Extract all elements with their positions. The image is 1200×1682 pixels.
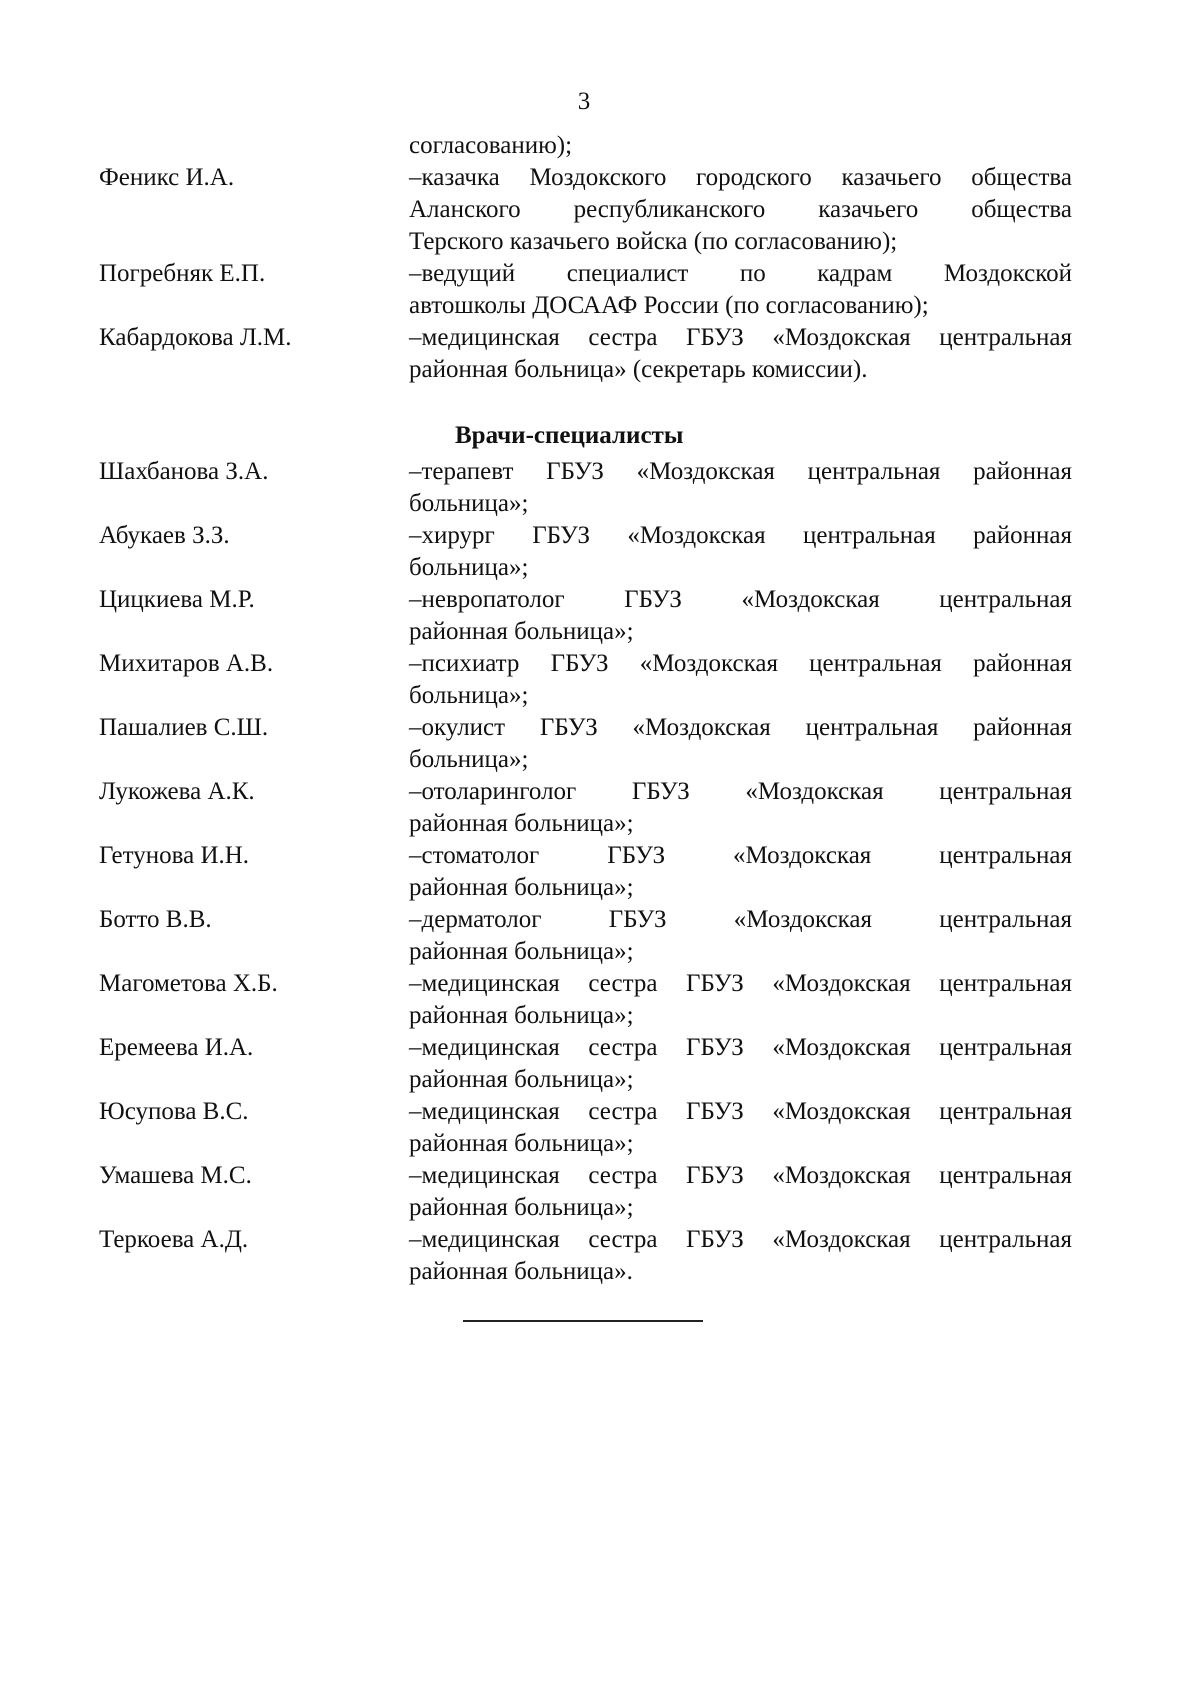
- description-line: –отоларинголог ГБУЗ «Моздокская центральная: [409, 778, 1072, 805]
- member-description: [409, 456, 1072, 520]
- member-name: Лукожева А.К.: [99, 778, 255, 805]
- member-description: [409, 776, 1072, 840]
- description-line: –медицинская сестра ГБУЗ «Моздокская центральная: [409, 970, 1072, 997]
- member-row: [0, 840, 1200, 904]
- member-description: [409, 1032, 1072, 1096]
- description-line: районная больница»;: [409, 810, 634, 837]
- description-line: –невропатолог ГБУЗ «Моздокская центральная: [409, 586, 1072, 613]
- description-line: Аланского республиканского казачьего общества: [409, 196, 1072, 223]
- description-line: –психиатр ГБУЗ «Моздокская центральная районная: [409, 650, 1072, 677]
- member-row: [0, 776, 1200, 840]
- member-name: Феникс И.А.: [99, 164, 235, 191]
- member-name: Магометова Х.Б.: [99, 970, 278, 997]
- member-description: [409, 712, 1072, 776]
- end-rule: [463, 1320, 703, 1322]
- description-line: районная больница»;: [409, 1002, 634, 1029]
- member-name: Шахбанова З.А.: [99, 458, 269, 485]
- member-name: Пашалиев С.Ш.: [99, 714, 269, 741]
- member-row: [0, 712, 1200, 776]
- description-line: районная больница»;: [409, 938, 634, 965]
- description-line: согласованию);: [409, 132, 573, 159]
- description-line: районная больница»;: [409, 1194, 634, 1221]
- description-line: больница»;: [409, 490, 529, 517]
- member-row: [0, 322, 1200, 386]
- member-row: [0, 1096, 1200, 1160]
- member-name: Ботто В.В.: [99, 906, 212, 933]
- description-line: районная больница»;: [409, 1066, 634, 1093]
- member-name: Абукаев З.З.: [99, 522, 230, 549]
- member-row: [0, 1032, 1200, 1096]
- continuation-row: [0, 130, 1200, 162]
- description-line: автошколы ДОСААФ России (по согласованию);: [409, 292, 929, 319]
- description-line: –медицинская сестра ГБУЗ «Моздокская центральная: [409, 1034, 1072, 1061]
- member-description: [409, 904, 1072, 968]
- member-row: [0, 520, 1200, 584]
- description-line: –дерматолог ГБУЗ «Моздокская центральная: [409, 906, 1072, 933]
- description-line: –стоматолог ГБУЗ «Моздокская центральная: [409, 842, 1072, 869]
- description-line: районная больница».: [409, 1258, 633, 1285]
- member-row: [0, 968, 1200, 1032]
- members-list-top: [0, 130, 1200, 386]
- member-description: [409, 1224, 1072, 1288]
- member-name: Михитаров А.В.: [99, 650, 274, 677]
- member-description: [409, 648, 1072, 712]
- description-line: –окулист ГБУЗ «Моздокская центральная районная: [409, 714, 1072, 741]
- member-name: Теркоева А.Д.: [99, 1226, 249, 1253]
- page-number-text: 3: [577, 88, 591, 115]
- member-description: [409, 968, 1072, 1032]
- description-line: районная больница»;: [409, 618, 634, 645]
- member-row: [0, 456, 1200, 520]
- member-description: [409, 130, 1072, 162]
- page-number: [0, 88, 1200, 116]
- description-line: больница»;: [409, 682, 529, 709]
- member-row: [0, 648, 1200, 712]
- member-description: [409, 840, 1072, 904]
- description-line: –казачка Моздокского городского казачьего общества: [409, 164, 1072, 191]
- description-line: –медицинская сестра ГБУЗ «Моздокская центральная: [409, 1098, 1072, 1125]
- member-name: Умашева М.С.: [99, 1162, 252, 1189]
- description-line: районная больница»;: [409, 1130, 634, 1157]
- member-name: Цицкиева М.Р.: [99, 586, 255, 613]
- description-line: районная больница» (секретарь комиссии).: [409, 356, 868, 383]
- member-description: [409, 1160, 1072, 1224]
- description-line: –ведущий специалист по кадрам Моздокской: [409, 260, 1072, 287]
- description-line: больница»;: [409, 746, 529, 773]
- member-name: Погребняк Е.П.: [99, 260, 266, 287]
- member-name: Гетунова И.Н.: [99, 842, 250, 869]
- member-row: [0, 1224, 1200, 1288]
- section-heading: Врачи-специалисты: [455, 422, 684, 449]
- member-description: [409, 584, 1072, 648]
- description-line: –медицинская сестра ГБУЗ «Моздокская центральная: [409, 1226, 1072, 1253]
- description-line: –медицинская сестра ГБУЗ «Моздокская центральная: [409, 1162, 1072, 1189]
- description-line: –хирург ГБУЗ «Моздокская центральная районная: [409, 522, 1072, 549]
- member-row: [0, 1160, 1200, 1224]
- member-description: [409, 162, 1072, 258]
- member-row: [0, 904, 1200, 968]
- member-row: [0, 258, 1200, 322]
- member-description: [409, 258, 1072, 322]
- member-name: Кабардокова Л.М.: [99, 324, 292, 351]
- member-row: [0, 584, 1200, 648]
- member-description: [409, 520, 1072, 584]
- member-description: [409, 322, 1072, 386]
- member-name: Юсупова В.С.: [99, 1098, 249, 1125]
- member-row: [0, 162, 1200, 258]
- description-line: больница»;: [409, 554, 529, 581]
- description-line: –терапевт ГБУЗ «Моздокская центральная районная: [409, 458, 1072, 485]
- member-name: Еремеева И.А.: [99, 1034, 254, 1061]
- member-description: [409, 1096, 1072, 1160]
- description-line: Терского казачьего войска (по согласованию);: [409, 228, 898, 255]
- description-line: районная больница»;: [409, 874, 634, 901]
- specialists-list: [0, 456, 1200, 1288]
- description-line: –медицинская сестра ГБУЗ «Моздокская центральная: [409, 324, 1072, 351]
